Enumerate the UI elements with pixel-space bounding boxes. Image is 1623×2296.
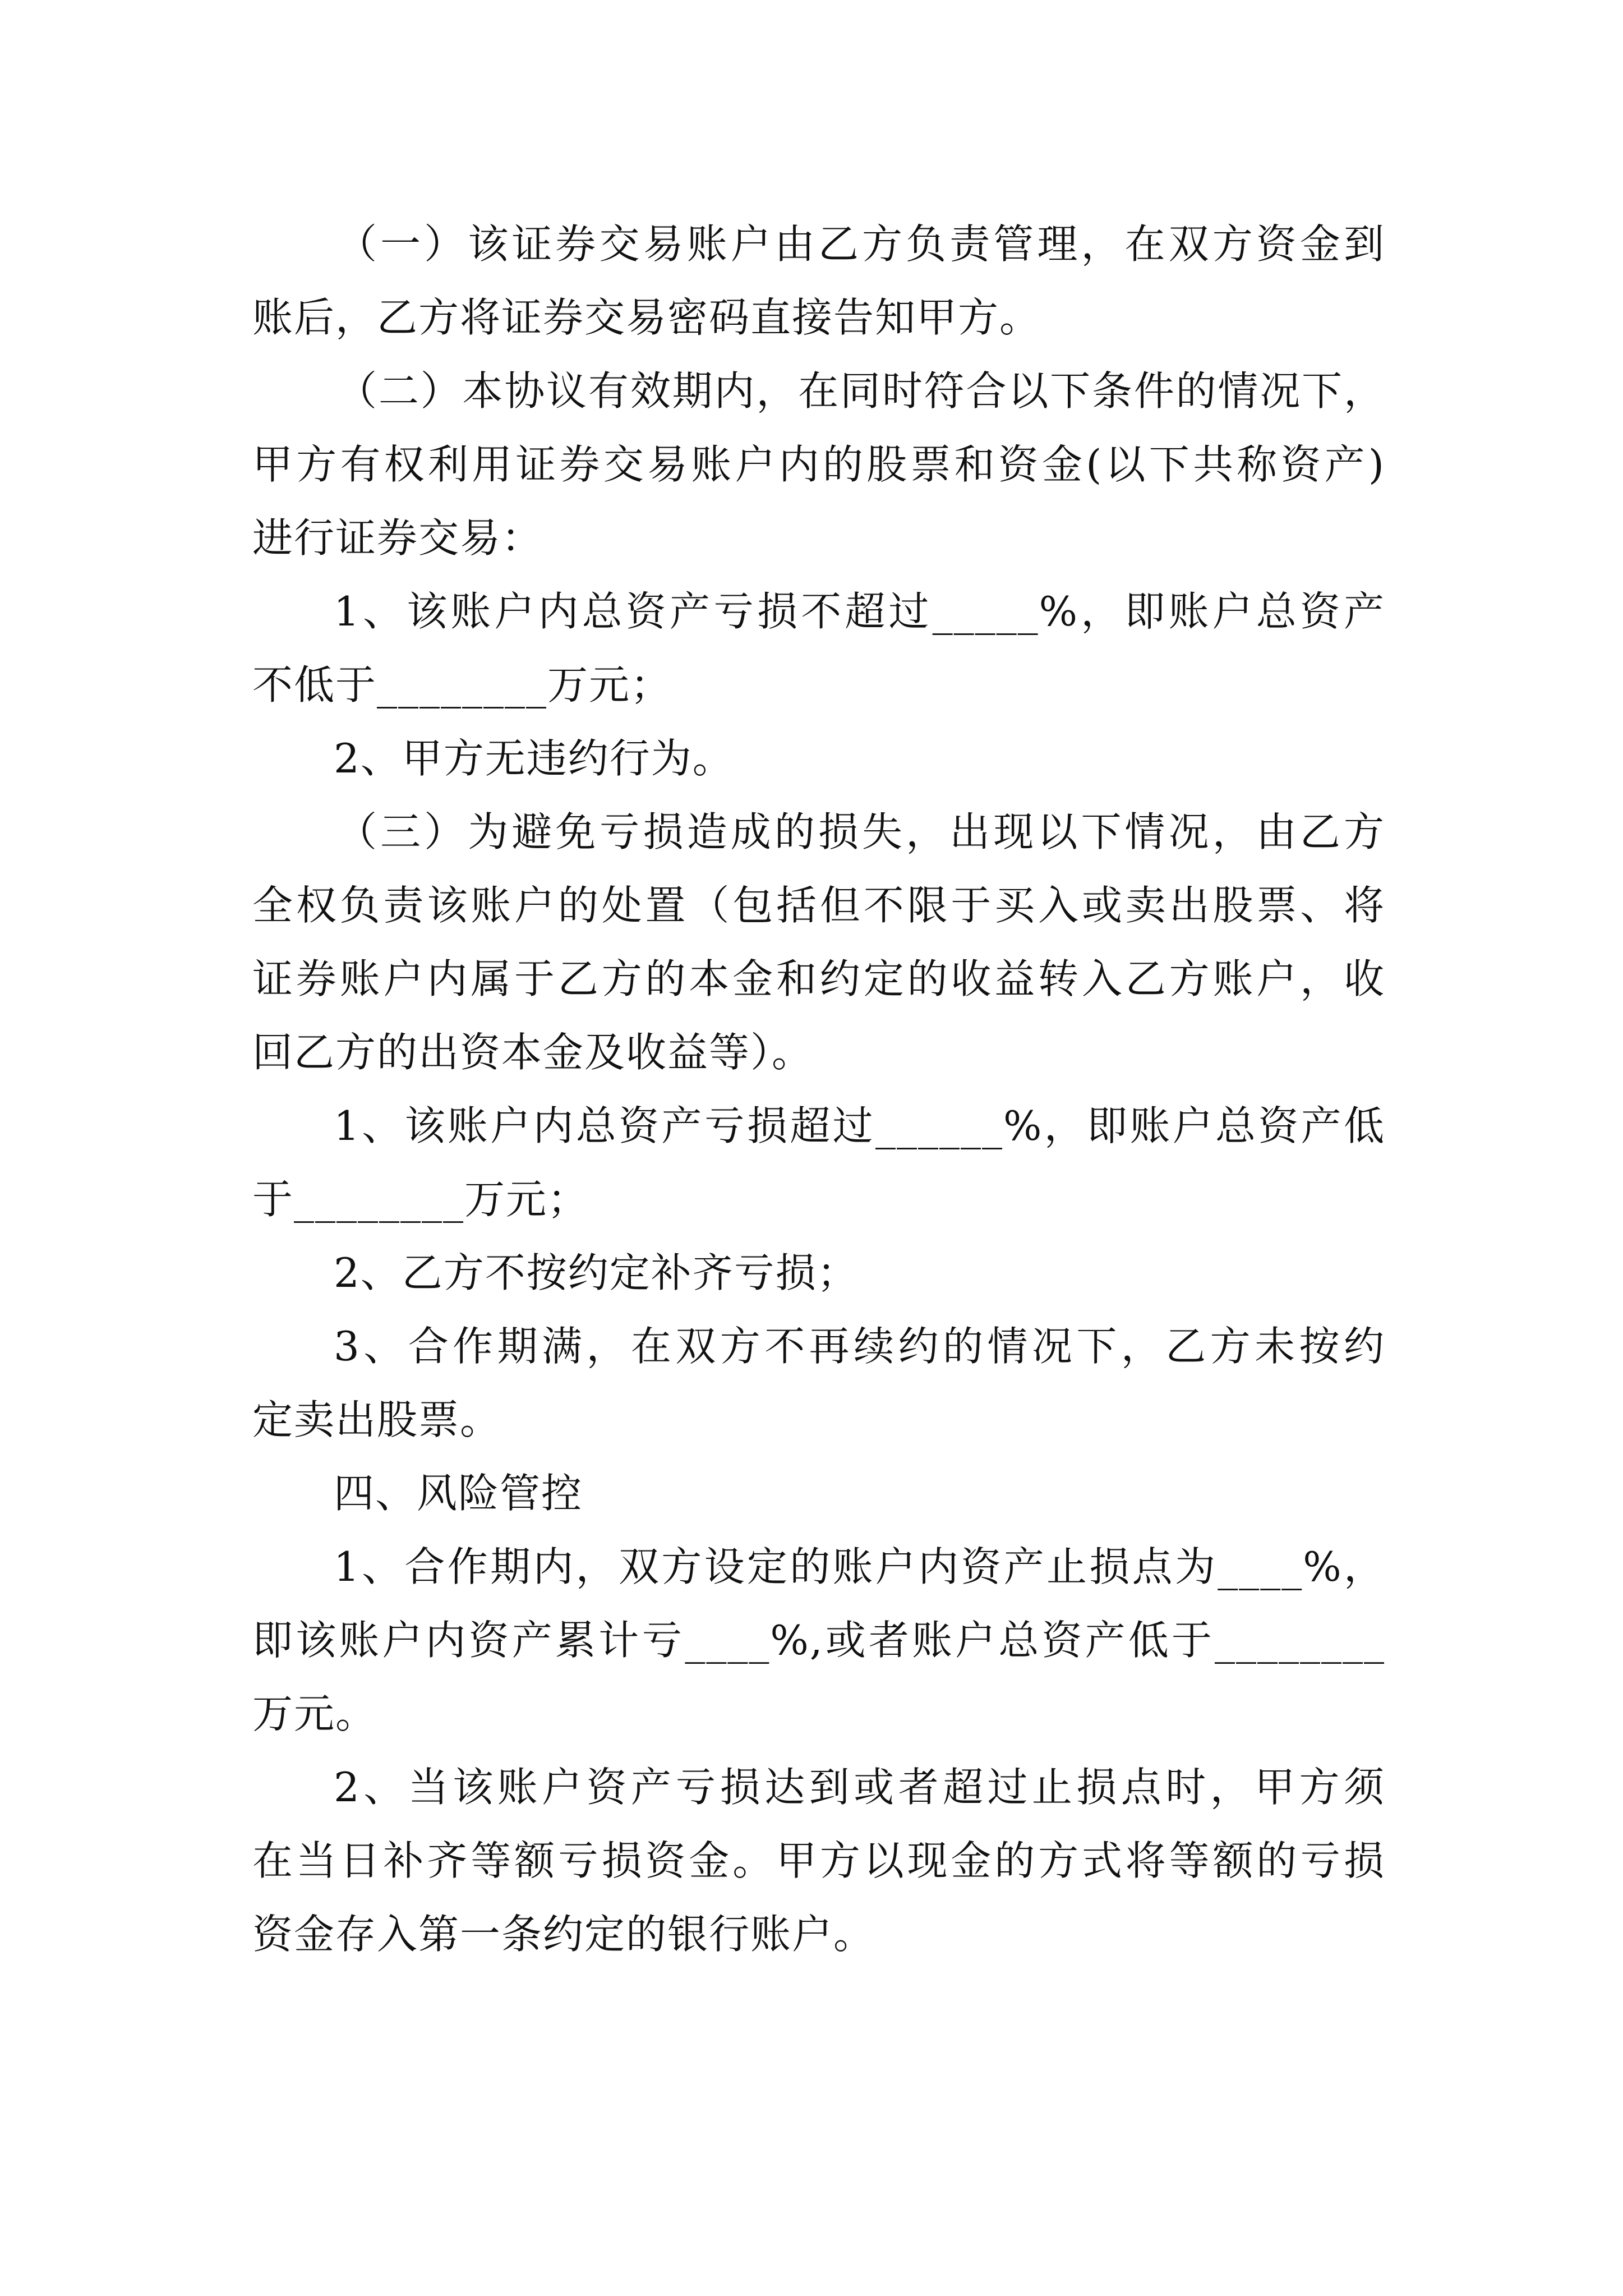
clause-2-2: 2、甲方无违约行为。: [334, 735, 734, 782]
paragraph-2-line-1: （二）本协议有效期内，在同时符合以下条件的情况下，: [336, 367, 1385, 415]
clause-3-3-line-1: 3、合作期满，在双方不再续约的情况下，乙方未按约: [334, 1323, 1385, 1370]
paragraph-3-line-3: 证券账户内属于乙方的本金和约定的收益转入乙方账户，收: [252, 955, 1385, 1002]
clause-2-1-line-1: 1、该账户内总资产亏损不超过_____%，即账户总资产: [334, 588, 1385, 635]
paragraph-2-line-3: 进行证券交易：: [252, 514, 543, 562]
section-heading-4: 四、风险管控: [334, 1470, 583, 1517]
clause-4-2-line-1: 2、当该账户资产亏损达到或者超过止损点时，甲方须: [334, 1764, 1385, 1811]
clause-4-1-line-2: 即该账户内资产累计亏____%,或者账户总资产低于________: [252, 1617, 1385, 1664]
clause-3-1-line-2: 于________万元；: [252, 1176, 589, 1223]
clause-3-1-line-1: 1、该账户内总资产亏损超过______%，即账户总资产低: [334, 1102, 1385, 1149]
clause-4-2-line-3: 资金存入第一条约定的银行账户。: [252, 1911, 875, 1958]
clause-2-1-line-2: 不低于________万元；: [252, 661, 672, 708]
clause-4-1-line-1: 1、合作期内，双方设定的账户内资产止损点为____%，: [334, 1543, 1385, 1590]
paragraph-1-line-1: （一）该证券交易账户由乙方负责管理，在双方资金到: [336, 220, 1385, 268]
paragraph-1-line-2: 账后，乙方将证券交易密码直接告知甲方。: [252, 294, 1041, 341]
clause-4-2-line-2: 在当日补齐等额亏损资金。甲方以现金的方式将等额的亏损: [252, 1837, 1385, 1884]
paragraph-3-line-1: （三）为避免亏损造成的损失，出现以下情况，由乙方: [336, 808, 1385, 855]
paragraph-2-line-2: 甲方有权利用证券交易账户内的股票和资金(以下共称资产): [252, 441, 1385, 488]
clause-4-1-line-3: 万元。: [252, 1690, 377, 1737]
clause-3-2: 2、乙方不按约定补齐亏损；: [334, 1249, 859, 1296]
paragraph-3-line-4: 回乙方的出资本金及收益等）。: [252, 1029, 814, 1076]
paragraph-3-line-2: 全权负责该账户的处置（包括但不限于买入或卖出股票、将: [252, 882, 1385, 929]
clause-3-3-line-2: 定卖出股票。: [252, 1396, 502, 1443]
